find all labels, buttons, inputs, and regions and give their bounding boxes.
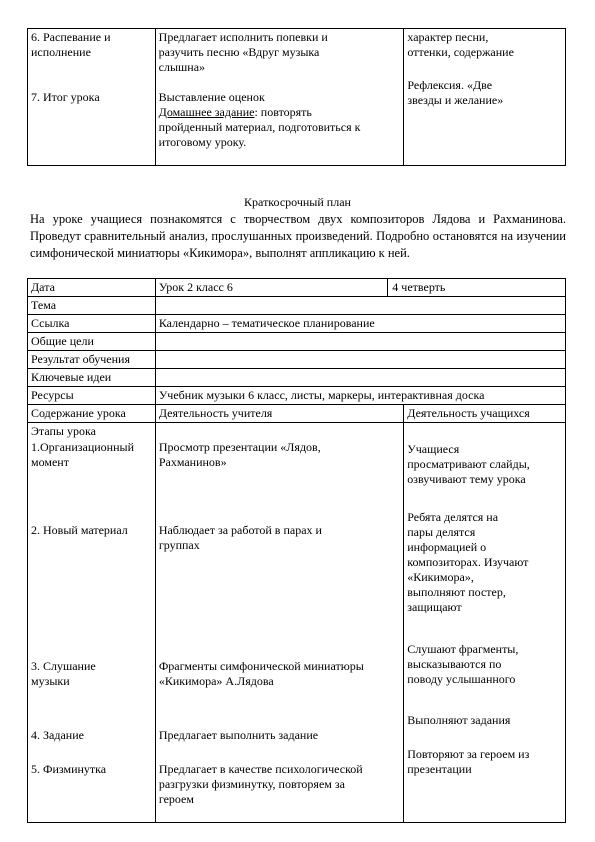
row-value — [155, 351, 565, 369]
table-header-row — [28, 405, 566, 423]
previous-plan-table — [27, 28, 566, 166]
lesson-plan-table — [27, 278, 566, 823]
student-activity-cell: характер песни, оттенки, содержание Рефлексия. «Две звезды и желание» — [404, 29, 566, 166]
row-value — [155, 297, 565, 315]
table-row — [28, 423, 566, 823]
table-row — [28, 279, 566, 297]
row-label: Ссылка — [28, 315, 156, 333]
row-label: Результат обучения — [28, 351, 156, 369]
row-label: Тема — [28, 297, 156, 315]
plan-title: Краткосрочный план — [244, 195, 351, 209]
homework-label: Домашнее задание — [158, 105, 255, 119]
student-activities-cell: Учащиеся просматривают слайды, озвучивают тему урока Ребята делятся на пары делятся информацией о композиторах. Изучают «Кикимора», выполняют постер, защищают Слушают фрагменты, высказываются по поводу услышанного Выполняют задания Повторяют за героем из презентации — [404, 423, 566, 823]
plan-intro: На уроке учащиеся познакомятся с творчеством двух композиторов Лядова и Рахманинова. Проведут сравнительный анализ, прослушанных произведений. Подробно остановятся на изучении симфонической миниатюры «Кикимора», выполнят аппликацию к ней. — [30, 212, 566, 260]
stage-cell: 6. Распевание и исполнение 7. Итог урока — [28, 29, 156, 166]
row-label: Ресурсы — [28, 387, 156, 405]
table-row — [28, 351, 566, 369]
stages-label: Этапы урока — [31, 424, 96, 438]
teacher-activities-cell: Просмотр презентации «Лядов, Рахманинов» Наблюдает за работой в парах и группах Фрагменты симфонической миниатюры «Кикимора» А.Лядова Предлагает выполнить задание Предлагает в качестве психологической разгрузки физминутку, повторяем за героем — [155, 423, 403, 823]
stages-cell: Этапы урока 1.Организационный момент 2. Новый материал 3. Слушание музыки 4. Задание 5. Физминутка — [28, 423, 156, 823]
table-row — [28, 315, 566, 333]
row-label: Ключевые идеи — [28, 369, 156, 387]
table-row — [28, 333, 566, 351]
date-label: Дата — [28, 279, 156, 297]
row-value — [155, 369, 565, 387]
header-teacher: Деятельность учителя — [155, 405, 403, 423]
row-label: Общие цели — [28, 333, 156, 351]
table-row — [28, 297, 566, 315]
table-row — [28, 387, 566, 405]
table-row — [28, 369, 566, 387]
table-row — [28, 29, 566, 166]
header-content: Содержание урока — [28, 405, 156, 423]
header-students: Деятельность учащихся — [404, 405, 566, 423]
row-value: Календарно – тематическое планирование — [155, 315, 565, 333]
quarter-cell: 4 четверть — [388, 279, 566, 297]
row-value — [155, 333, 565, 351]
lesson-info: Урок 2 класс 6 — [155, 279, 387, 297]
row-value: Учебник музыки 6 класс, листы, маркеры, интерактивная доска — [155, 387, 565, 405]
teacher-activity-cell: Предлагает исполнить попевки и разучить песню «Вдруг музыка слышна» Выставление оценок Домашнее задание: повторять пройденный материал, подготовиться к итоговому уроку. — [155, 29, 404, 166]
